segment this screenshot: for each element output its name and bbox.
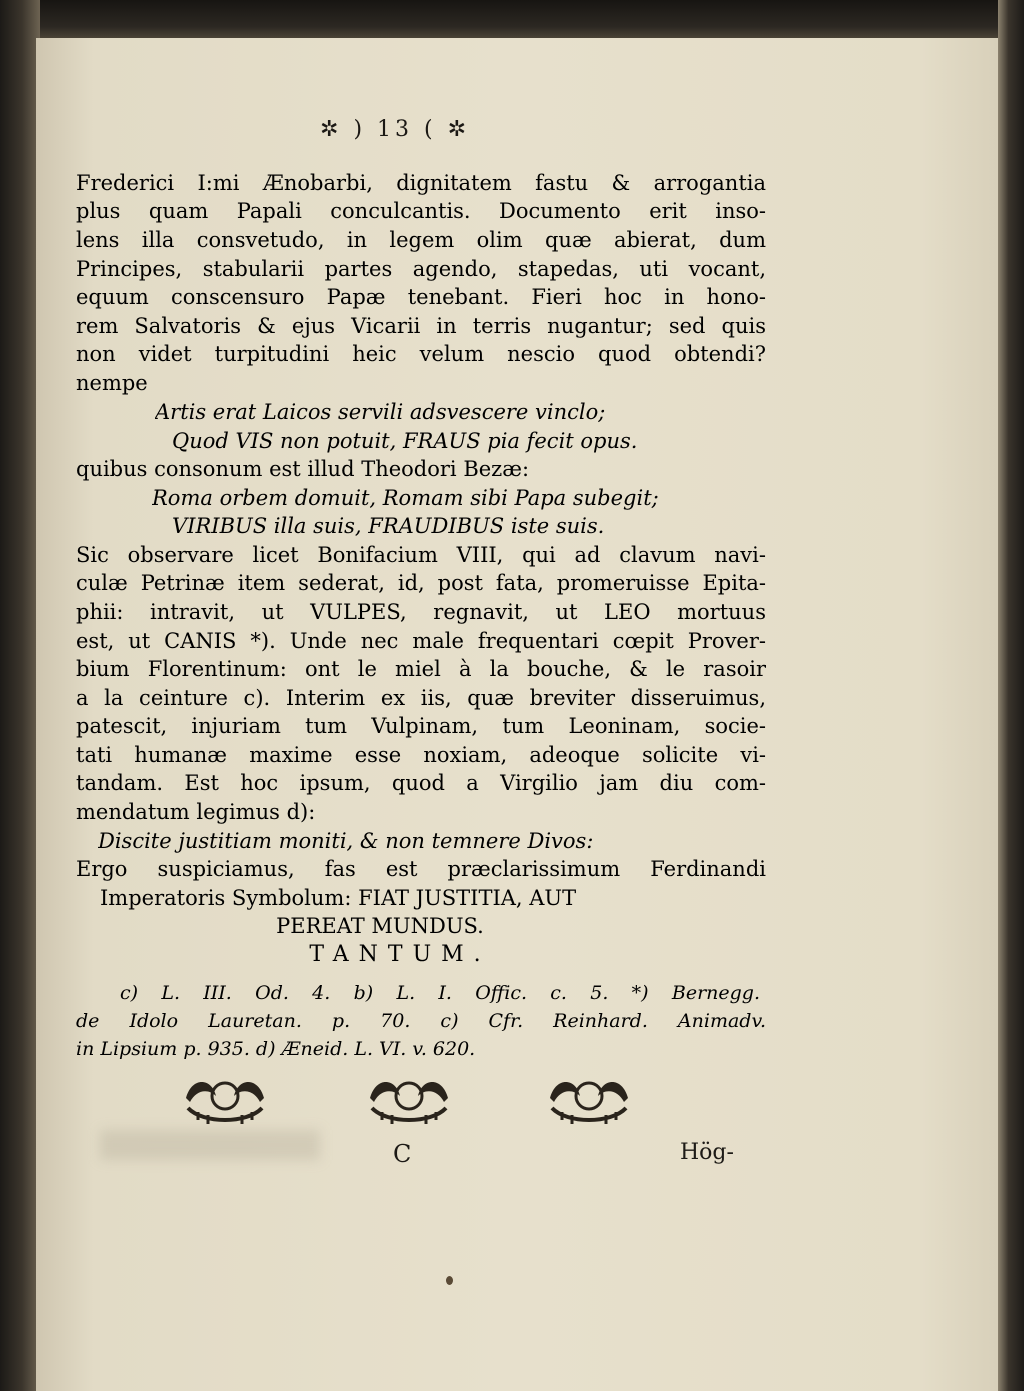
footnote-line: c) L. III. Od. 4. b) L. I. Offic. c. 5. *) Bernegg. bbox=[120, 982, 760, 1004]
verse-line: VIRIBUS illa suis, FRAUDIBUS iste suis. bbox=[172, 514, 605, 538]
footnote-line: de Idolo Lauretan. p. 70. c) Cfr. Reinhard. Animadv. bbox=[76, 1010, 766, 1032]
text-line: plus quam Papali conculcantis. Documento erit inso- bbox=[76, 199, 766, 223]
text-line: a la ceinture c). Interim ex iis, quæ breviter disseruimus, bbox=[76, 686, 766, 710]
cherub-ornament-icon bbox=[178, 1068, 272, 1128]
footnote-line: in Lipsium p. 935. d) Æneid. L. VI. v. 620. bbox=[76, 1038, 476, 1060]
text-line: mendatum legimus d): bbox=[76, 800, 316, 824]
text-line: rem Salvatoris & ejus Vicarii in terris nugantur; sed quis bbox=[76, 314, 766, 338]
text-line: Principes, stabularii partes agendo, stapedas, uti vocant, bbox=[76, 257, 766, 281]
page-header bbox=[320, 117, 520, 147]
text-line: Frederici I:mi Ænobarbi, dignitatem fastu & arrogantia bbox=[76, 171, 766, 195]
scan-right-edge bbox=[998, 0, 1024, 1391]
verse-line: Quod VIS non potuit, FRAUS pia fecit opus. bbox=[172, 429, 638, 453]
text-line: bium Florentinum: ont le miel à la bouche, & le rasoir bbox=[76, 657, 766, 681]
cherub-ornament-icon bbox=[542, 1068, 636, 1128]
verse-line: Artis erat Laicos servili adsvescere vinclo; bbox=[155, 400, 606, 424]
star-icon: ✲ bbox=[447, 117, 471, 142]
scan-top-edge bbox=[0, 0, 1024, 38]
text-line: non videt turpitudini heic velum nescio quod obtendi? bbox=[76, 342, 766, 366]
bleed-through-shadow bbox=[100, 1130, 320, 1160]
ink-spot bbox=[446, 1276, 453, 1285]
text-line: equum conscensuro Papæ tenebant. Fieri hoc in hono- bbox=[76, 285, 766, 309]
text-line: quibus consonum est illud Theodori Bezæ: bbox=[76, 457, 530, 481]
text-line: lens illa consvetudo, in legem olim quæ abierat, dum bbox=[76, 228, 766, 252]
text-line: Sic observare licet Bonifacium VIII, qui ad clavum navi- bbox=[76, 543, 766, 567]
text-line: tati humanæ maxime esse noxiam, adeoque solicite vi- bbox=[76, 743, 766, 767]
catchword: Hög- bbox=[680, 1140, 734, 1165]
text-line: est, ut CANIS *). Unde nec male frequentari cœpit Prover- bbox=[76, 629, 766, 653]
text-line: PEREAT MUNDUS. bbox=[276, 914, 484, 938]
cherub-ornament-icon bbox=[362, 1068, 456, 1128]
verse-line: Discite justitiam moniti, & non temnere Divos: bbox=[98, 829, 594, 853]
verse-line: Roma orbem domuit, Romam sibi Papa subegit; bbox=[152, 486, 659, 510]
text-line: Imperatoris Symbolum: FIAT JUSTITIA, AUT bbox=[100, 886, 577, 910]
text-line: Ergo suspiciamus, fas est præclarissimum Ferdinandi bbox=[76, 857, 766, 881]
tantum-heading: TANTUM. bbox=[309, 942, 491, 967]
text-line: nempe bbox=[76, 371, 148, 395]
text-line: phii: intravit, ut VULPES, regnavit, ut LEO mortuus bbox=[76, 600, 766, 624]
text-line: culæ Petrinæ item sederat, id, post fata, promeruisse Epita- bbox=[76, 571, 766, 595]
star-icon: ✲ bbox=[320, 117, 343, 142]
book-spine bbox=[0, 0, 40, 1391]
signature-mark: C bbox=[393, 1140, 412, 1168]
text-line: patescit, injuriam tum Vulpinam, tum Leoninam, socie- bbox=[76, 714, 766, 738]
text-line: tandam. Est hoc ipsum, quod a Virgilio jam diu com- bbox=[76, 771, 766, 795]
page-number: ) 13 ( bbox=[353, 117, 437, 142]
